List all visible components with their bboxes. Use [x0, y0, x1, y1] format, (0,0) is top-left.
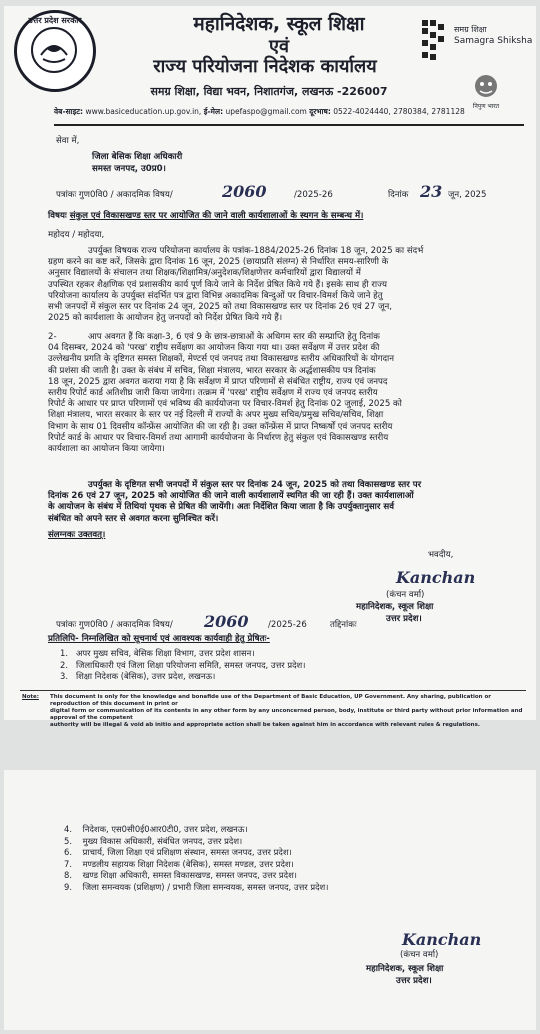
- list-item-text: अपर मुख्य सचिव, बेसिक शिक्षा विभाग, उत्तर प्रदेश शासन।: [76, 648, 255, 658]
- p3-line: संबंधित को अपने स्तर से अवगत करना सुनिश्चित करें।: [48, 513, 219, 524]
- website-label: वेब-साइट:: [54, 107, 84, 116]
- copy-reference-prefix: पत्रांकः गुण0वि0 / अकादमिक विषय/: [56, 620, 173, 630]
- paragraph-2: [48, 332, 526, 455]
- reference-number-handwritten: 2060: [222, 182, 267, 201]
- list-item: [64, 836, 504, 848]
- signatory-name: (कंचन वर्मा): [386, 590, 425, 600]
- disclaimer-line: authority will be illegal & void ab initio and appropriate action shall be taken against him in accordance with relevant rules & regulations.: [50, 722, 480, 728]
- list-item-number: 7.: [64, 858, 72, 869]
- header-line-3: राज्य परियोजना निदेशक कार्यालय: [153, 56, 377, 77]
- footer-divider: [20, 690, 526, 691]
- closing-text: भवदीय,: [428, 550, 454, 560]
- signatory-name-2: (कंचन वर्मा): [400, 950, 439, 960]
- signature-handwritten: Kanchan: [396, 568, 476, 587]
- list-item-text: शिक्षा निदेशक (बेसिक), उत्तर प्रदेश, लखनऊ।: [76, 671, 216, 681]
- list-item-number: 3.: [60, 671, 68, 681]
- header-line-1: महानिदेशक, स्कूल शिक्षा: [193, 13, 365, 35]
- p1-line: उपस्थित रहकर शैक्षणिक एवं प्रशासकीय कार्य पूर्ण किये जाने के निर्देश प्रेषित किये गये हैं। इसके साथ ही राज्य: [48, 279, 388, 290]
- samagra-grid-icon: [422, 20, 450, 60]
- list-item-number: 4.: [64, 824, 72, 834]
- p2-line: स्तरीय रिपोर्ट कार्ड अतिशीघ्र जारी किया जायेगा। तत्क्रम में 'परख' राष्ट्रीय सर्वेक्षण में राज्य एवं जनपद स्तरीय: [48, 388, 378, 399]
- p2-line: उल्लेखनीय प्रगति के दृष्टिगत समस्त शिक्षकों, मेण्टर्स एवं जनपद तथा विकासखण्ड स्तरीय अधिकारियों के योगदान: [48, 354, 395, 365]
- phone-label: दूरभाष:: [309, 107, 331, 116]
- samagra-english-text: Samagra Shiksha: [454, 36, 533, 46]
- list-item-number: 8.: [64, 870, 72, 880]
- p2-line: कार्यशाला का आयोजन किया जायेगा।: [48, 444, 165, 455]
- disclaimer-line: digital form or communication of its contents in any other form by any unconcerned person, body, institute or third party without prior information and approval of the competent: [50, 708, 523, 721]
- email-link[interactable]: upefaspo@gmail.com: [225, 107, 307, 116]
- reference-year: /2025-26: [294, 190, 333, 200]
- header-line-2: एवं: [269, 36, 289, 57]
- p2-line: आप अवगत हैं कि कक्षा-3, 6 एवं 9 के छात्र-छात्राओं के अधिगम स्तर की सम्प्राप्ति हेतु दिनांक: [88, 332, 380, 342]
- list-item-text: निदेशक, एस0सी0ई0आर0टी0, उत्तर प्रदेश, लखनऊ।: [82, 824, 248, 834]
- list-item-number: 5.: [64, 835, 72, 846]
- list-item: [64, 859, 504, 871]
- copy-list: [60, 648, 480, 683]
- disclaimer-note: [50, 694, 528, 729]
- list-item: [64, 870, 504, 882]
- header-contact-line: [54, 107, 504, 117]
- signatory-state: उत्तर प्रदेश।: [386, 614, 422, 624]
- nipun-mascot-icon: [466, 72, 506, 102]
- p2-line: रिपोर्ट कार्ड के आधार पर विचार-विमर्श तथा आगामी कार्ययोजना के निर्धारण हेतु संकुल एवं विकासखण्ड स्तरीय: [48, 432, 389, 443]
- subject-text: संकुल एवं विकासखण्ड स्तर पर आयोजित की जाने वाली कार्यशालाओं के स्थगन के सम्बन्ध में।: [69, 211, 364, 221]
- list-item: [64, 847, 504, 859]
- copy-heading: प्रतिलिपि- निम्नलिखित को सूचनार्थ एवं आवश्यक कार्यवाही हेतु प्रेषितः-: [48, 634, 270, 644]
- header-divider: [54, 124, 524, 126]
- samagra-hindi-text: समग्र शिक्षा: [454, 25, 487, 34]
- list-item: [64, 824, 504, 836]
- addressee-line-1: जिला बेसिक शिक्षा अधिकारी: [92, 152, 183, 162]
- list-item-text: मुख्य विकास अधिकारी, संबंधित जनपद, उत्तर प्रदेश।: [82, 835, 243, 846]
- email-label: ई-मेल:: [203, 107, 224, 116]
- p3-line: दिनांक 26 एवं 27 जून, 2025 को आयोजित की जाने वाली कार्यशालायें स्थगित की जा रही हैं। उक्त कार्यशालाओं: [48, 491, 414, 502]
- enclosure-note: संलग्नकः उक्तवत्।: [48, 530, 106, 540]
- letter-sheet-2: [4, 770, 536, 1030]
- list-item-text: प्राचार्य, जिला शिक्षा एवं प्रशिक्षण संस्थान, समस्त जनपद, उत्तर प्रदेश।: [82, 847, 292, 857]
- note-label: Note:: [22, 694, 39, 700]
- emblem-fish-bow-icon: [33, 29, 75, 71]
- signatory-state-2: उत्तर प्रदेश।: [396, 976, 432, 986]
- copy-reference-year: /2025-26: [268, 620, 307, 630]
- phone-numbers: 0522-4024440, 2780384, 2781128: [333, 107, 465, 116]
- list-item: [60, 660, 480, 672]
- copy-date: तद्दिनांकः: [330, 620, 357, 630]
- list-item-number: 2.: [60, 659, 68, 670]
- addressee-line-2: समस्त जनपद, उ0प्र0।: [92, 164, 166, 174]
- p2-line: विभाग के साथ 01 दिवसीय कॉन्फ्रेंस आयोजित की जा रही है। उक्त कॉन्फ्रेंस में प्राप्त निष्कर्षों एवं जनपद स्तरीय: [48, 421, 393, 432]
- date-label: दिनांक: [388, 190, 409, 200]
- date-day-handwritten: 23: [420, 182, 443, 201]
- disclaimer-line: This document is only for the knowledge and bonafide use of the Department of Basic Education, UP Government. Any sharing, publication or reproduction of this document in print or: [50, 694, 492, 707]
- p1-line: अनुसार विद्यालयों के संचालन तथा शिक्षक/शिक्षामित्र/अनुदेशक/शिक्षणेत्तर कर्मचारियों द्वारा विद्यालयों में: [48, 268, 361, 279]
- state-emblem-icon: [14, 10, 96, 92]
- reference-prefix: पत्रांकः गुण0वि0 / अकादमिक विषय/: [56, 190, 173, 200]
- copy-reference-number-handwritten: 2060: [204, 612, 249, 631]
- list-item: [60, 648, 480, 660]
- salutation: महोदय / महोदया,: [48, 230, 105, 240]
- emblem-inner-circle: [31, 27, 77, 73]
- p2-line: 18 जून, 2025 द्वारा अवगत कराया गया है कि सर्वेक्षण में प्राप्त परिणामों से संबंधित राष्ट्रीय, राज्य एवं जनपद: [48, 376, 388, 387]
- p1-line: उपर्युक्त विषयक राज्य परियोजना कार्यालय के पत्रांक-1884/2025-26 दिनांक 18 जून, 2025 का संदर्भ: [88, 246, 424, 256]
- list-item-text: जिला समन्वयक (प्रशिक्षण) / प्रभारी जिला समन्वयक, समस्त जनपद, उत्तर प्रदेश।: [82, 881, 329, 892]
- p1-line: सभी जनपदों में संकुल स्तर पर दिनांक 24 जून, 2025 को तथा विकासखण्ड स्तर पर दिनांक 26 एवं 27 जून,: [48, 302, 392, 313]
- p1-line: ग्रहण करने का कष्ट करें, जिसके द्वारा दिनांक 16 जून, 2025 (छायाप्रति संलग्न) से निर्धारित समय-सारिणी के: [48, 257, 389, 268]
- paragraph-2-number: 2-: [48, 332, 57, 342]
- copy-list-continued: [64, 824, 504, 893]
- list-item-text: जिलाधिकारी एवं जिला शिक्षा परियोजना समिति, समस्त जनपद, उत्तर प्रदेश।: [76, 659, 306, 670]
- signatory-designation: महानिदेशक, स्कूल शिक्षा: [356, 602, 434, 612]
- date-rest: जून, 2025: [448, 190, 487, 200]
- list-item-text: मण्डलीय सहायक शिक्षा निदेशक (बेसिक), समस्त मण्डल, उत्तर प्रदेश।: [82, 858, 294, 869]
- p1-line: 2025 को कार्यशाला के आयोजन हेतु जनपदों को निर्देश प्रेषित किये गये हैं।: [48, 313, 283, 324]
- p1-line: परियोजना कार्यालय के उपर्युक्त संदर्भित पत्र द्वारा विभिन्न अकादमिक बिन्दुओं पर विचार-विमर्श किये जाने हेतु: [48, 290, 383, 301]
- paragraph-1: [48, 246, 526, 324]
- paragraph-3: [48, 480, 526, 525]
- signature-handwritten-2: Kanchan: [402, 930, 482, 949]
- p2-line: रिपोर्ट के आधार पर प्राप्त परिणामों एवं भविष्य की कार्ययोजना पर विचार-विमर्श हेतु दिनांक 02 जुलाई, 2025 को: [48, 399, 402, 410]
- p2-line: 04 दिसम्बर, 2024 को 'परख' राष्ट्रीय सर्वेक्षण का आयोजन किया गया था। उक्त सर्वेक्षण में उत्तर प्रदेश की: [48, 343, 380, 354]
- p2-line: शिक्षा मंत्रालय, भारत सरकार के स्तर पर नई दिल्ली में राज्यों के अपर मुख्य सचिव/प्रमुख सचिव/सचिव, शिक्षा: [48, 410, 384, 421]
- list-item: [60, 671, 480, 683]
- nipun-label: निपुण भारत: [472, 103, 500, 110]
- nipun-bharat-logo: [466, 72, 506, 112]
- list-item-number: 9.: [64, 881, 72, 892]
- p2-line: की प्रशंसा की जाती है। उक्त के संबंध में सचिव, शिक्षा मंत्रालय, भारत सरकार के अर्द्धशासकीय पत्र दिनांक: [48, 365, 376, 376]
- p3-line: के आयोजन के संबंध में तिथियां पृथक से प्रेषित की जायेंगी। अतः निर्देशित किया जाता है कि उपर्युक्तानुसार सर्व: [48, 502, 394, 513]
- website-link[interactable]: www.basiceducation.up.gov.in,: [85, 107, 202, 116]
- header-address: समग्र शिक्षा, विद्या भवन, निशातगंज, लखनऊ -226007: [150, 85, 388, 98]
- signatory-designation-2: महानिदेशक, स्कूल शिक्षा: [366, 964, 444, 974]
- list-item-number: 6.: [64, 847, 72, 857]
- subject-label: विषयः: [48, 211, 67, 221]
- seva-me: सेवा में,: [56, 136, 80, 146]
- emblem-ring-text: उत्तर प्रदेश सरकार: [28, 16, 82, 25]
- list-item-number: 1.: [60, 648, 68, 658]
- subject-line: [48, 211, 528, 222]
- list-item: [64, 882, 504, 894]
- letter-sheet-1: [4, 6, 536, 728]
- list-item-text: खण्ड शिक्षा अधिकारी, समस्त विकासखण्ड, समस्त जनपद, उत्तर प्रदेश।: [82, 870, 297, 880]
- p3-line: उपर्युक्त के दृष्टिगत सभी जनपदों में संकुल स्तर पर दिनांक 24 जून, 2025 को तथा विकासखण्ड स्तर पर: [88, 480, 422, 490]
- samagra-shiksha-logo: [422, 20, 537, 70]
